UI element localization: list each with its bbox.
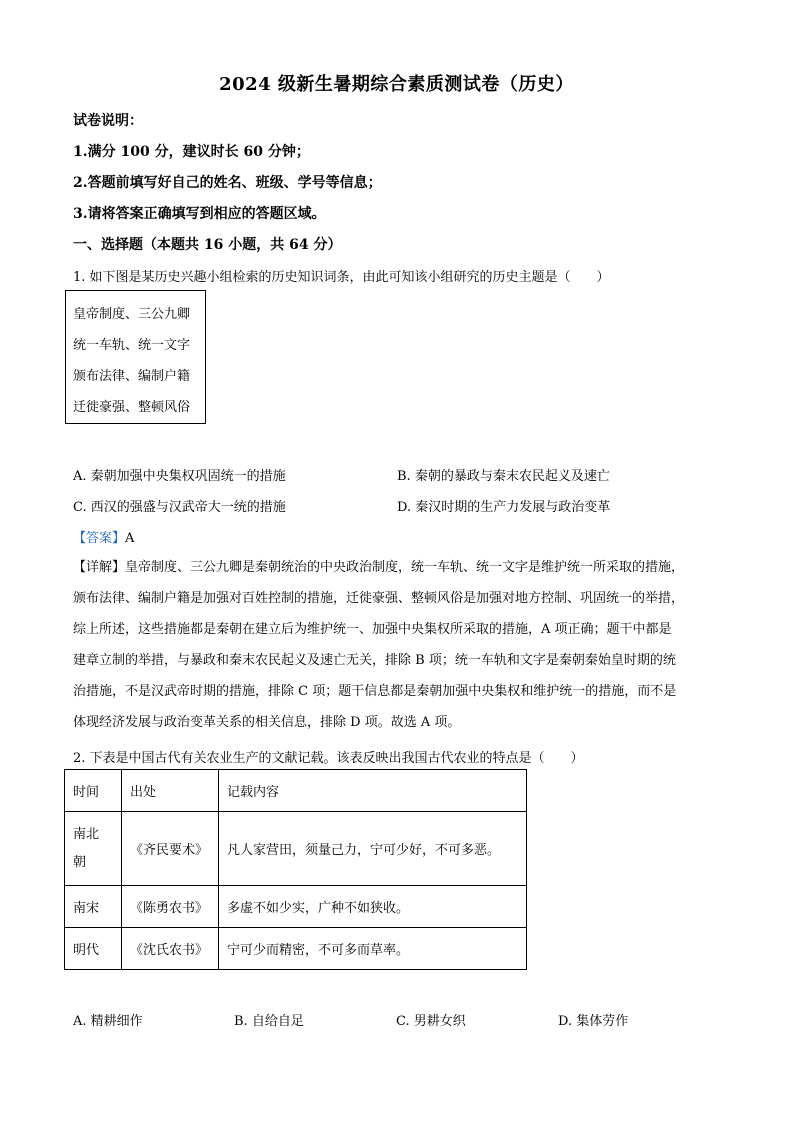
answer-line [73, 527, 134, 546]
table-cell: 南北 朝 [65, 812, 122, 886]
keyword-entry: 颁布法律、编制户籍 [73, 369, 191, 384]
answer-tag: 【答案】 [73, 531, 126, 546]
question-2-stem: 2. 下表是中国古代有关农业生产的文献记载。该表反映出我国古代农业的特点是（ ） [73, 751, 584, 766]
option-b: B. 秦朝的暴政与秦末农民起义及速亡 [397, 469, 610, 484]
option-c: C. 西汉的强盛与汉武帝大一统的措施 [73, 500, 286, 515]
page-title: 2024 级新生暑期综合素质测试卷（历史） [219, 74, 574, 95]
option-b: B. 自给自足 [234, 1014, 304, 1029]
instruction-item: 3.请将答案正确填写到相应的答题区域。 [73, 206, 326, 222]
table-cell: 南宋 [65, 886, 122, 928]
table-header: 出处 [122, 770, 219, 812]
table-cell: 多虚不如少实，广种不如狭收。 [219, 886, 527, 928]
keyword-entry: 迁徙豪强、整顿风俗 [73, 400, 191, 415]
table-cell: 凡人家营田，须量己力，宁可少好，不可多恶。 [219, 812, 527, 886]
table-row [65, 928, 527, 970]
option-a: A. 秦朝加强中央集权巩固统一的措施 [73, 469, 286, 484]
detail-tag: 【详解】 [73, 560, 126, 575]
table-row [65, 886, 527, 928]
option-d: D. 集体劳作 [558, 1014, 629, 1029]
answer-value: A [125, 531, 135, 546]
table-cell: 《陈勇农书》 [122, 886, 219, 928]
explanation-line: 综上所述，这些措施都是秦朝在建立后为维护统一、加强中央集权所采取的措施，A 项正确；题干中都是 [73, 622, 672, 637]
keyword-box [65, 290, 206, 424]
table-cell: 宁可少而精密，不可多而草率。 [219, 928, 527, 970]
option-d: D. 秦汉时期的生产力发展与政治变革 [397, 500, 611, 515]
explanation-line: 体现经济发展与政治变革关系的相关信息，排除 D 项。故选 A 项。 [73, 715, 461, 730]
keyword-entry: 皇帝制度、三公九卿 [73, 307, 191, 322]
table-header: 记载内容 [219, 770, 527, 812]
table-cell: 明代 [65, 928, 122, 970]
explanation-line: 颁布法律、编制户籍是加强对百姓控制的措施，迁徙豪强、整顿风俗是加强对地方控制、巩固统一的举措， [73, 591, 685, 606]
instruction-item: 1.满分 100 分，建议时长 60 分钟； [73, 144, 310, 160]
explanation-line: 【详解】皇帝制度、三公九卿是秦朝统治的中央政治制度，统一车轨、统一文字是维护统一所采取的措施， [73, 560, 685, 575]
section-heading: 一、选择题（本题共 16 小题，共 64 分） [73, 237, 342, 253]
records-table [64, 769, 527, 970]
table-row [65, 812, 527, 886]
question-1-stem: 1. 如下图是某历史兴趣小组检索的历史知识词条，由此可知该小组研究的历史主题是（ ） [73, 270, 610, 285]
explanation [73, 552, 723, 738]
option-c: C. 男耕女织 [396, 1014, 466, 1029]
table-cell: 《齐民要术》 [122, 812, 219, 886]
option-a: A. 精耕细作 [73, 1014, 143, 1029]
explanation-line: 治措施，不是汉武帝时期的措施，排除 C 项；题干信息都是秦朝加强中央集权和维护统一的措施，而不是 [73, 684, 677, 699]
instructions-heading: 试卷说明： [73, 113, 143, 129]
table-cell: 《沈氏农书》 [122, 928, 219, 970]
table-header-row [65, 770, 527, 812]
explanation-line: 建章立制的举措，与暴政和秦末农民起义及速亡无关，排除 B 项；统一车轨和文字是秦朝秦始皇时期的统 [73, 653, 676, 668]
table-header: 时间 [65, 770, 122, 812]
keyword-entry: 统一车轨、统一文字 [73, 338, 191, 353]
instruction-item: 2.答题前填写好自己的姓名、班级、学号等信息； [73, 175, 382, 191]
